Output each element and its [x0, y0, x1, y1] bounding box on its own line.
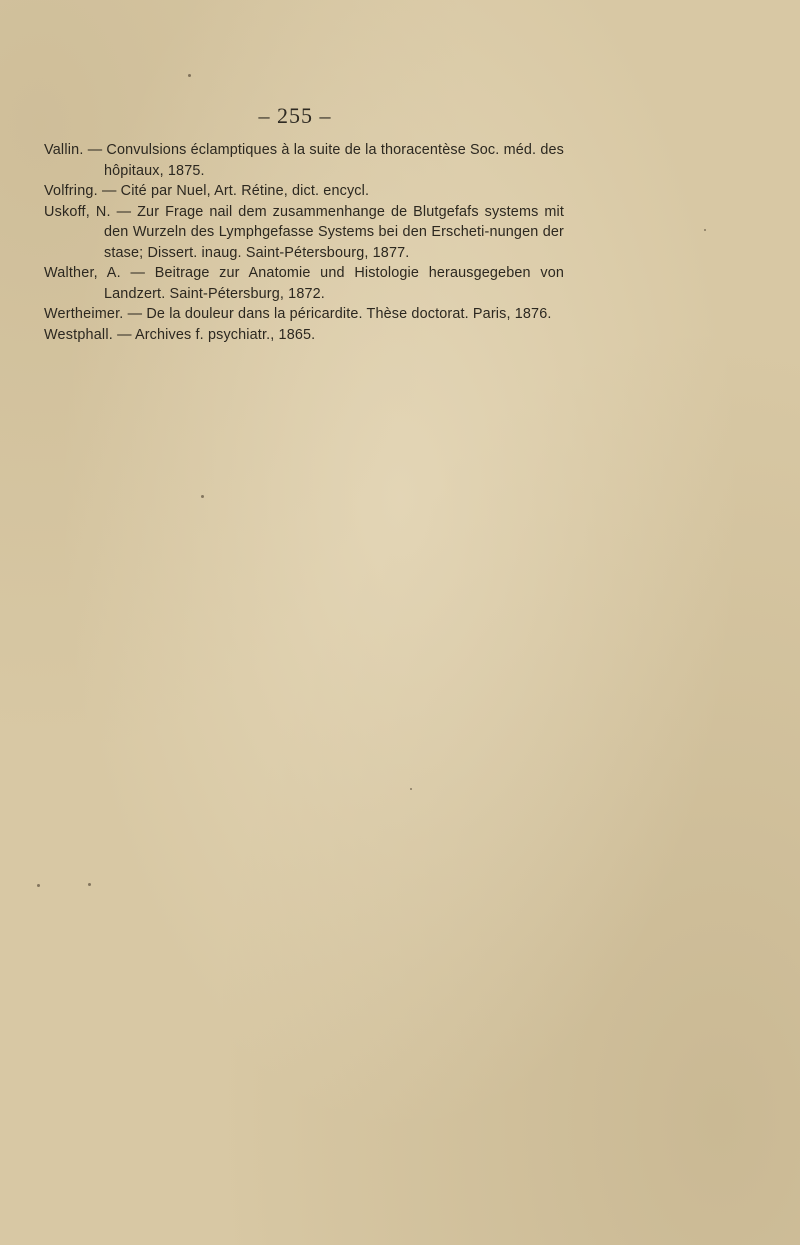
paper-speck [704, 229, 706, 231]
reference-author: Volfring. [44, 183, 98, 199]
paper-speck [37, 884, 40, 887]
reference-author: Wertheimer. [44, 306, 124, 322]
reference-entry [44, 181, 564, 202]
reference-text: — Beitrage zur Anatomie und Histologie herausgegeben von Landzert. Saint-Pétersburg, 1872. [104, 265, 565, 302]
reference-entry [44, 202, 564, 264]
reference-text: — Archives f. psychiatr., 1865. [112, 326, 316, 343]
reference-text: — Zur Frage nail dem zusammenhange de Blutgefafs systems mit den Wurzeln des Lymphgefasse Systems bei den Erscheti-nungen der stase; Dissert. inaug. Saint-Pétersbourg, 1877. [104, 203, 564, 261]
paper-speck [410, 788, 412, 790]
reference-text: — De la douleur dans la péricardite. Thèse doctorat. Paris, 1876. [123, 306, 552, 322]
reference-author: Vallin. [44, 142, 84, 158]
reference-text: — Convulsions éclamptiques à la suite de la thoracentèse Soc. méd. des hôpitaux, 1875. [83, 142, 564, 179]
reference-entry [44, 304, 564, 325]
reference-entry [44, 140, 564, 181]
paper-speck [188, 74, 191, 77]
reference-entry [44, 325, 564, 346]
reference-text: — Cité par Nuel, Art. Rétine, dict. encycl. [97, 183, 370, 199]
paper-speck [201, 495, 204, 498]
reference-entry [44, 263, 564, 304]
reference-list [44, 140, 564, 345]
page-number: – 255 – [258, 103, 332, 128]
paper-speck [88, 883, 91, 886]
reference-author: Uskoff, N. [44, 203, 111, 220]
reference-author: Westphall. [44, 326, 113, 343]
reference-author: Walther, A. [44, 265, 121, 281]
